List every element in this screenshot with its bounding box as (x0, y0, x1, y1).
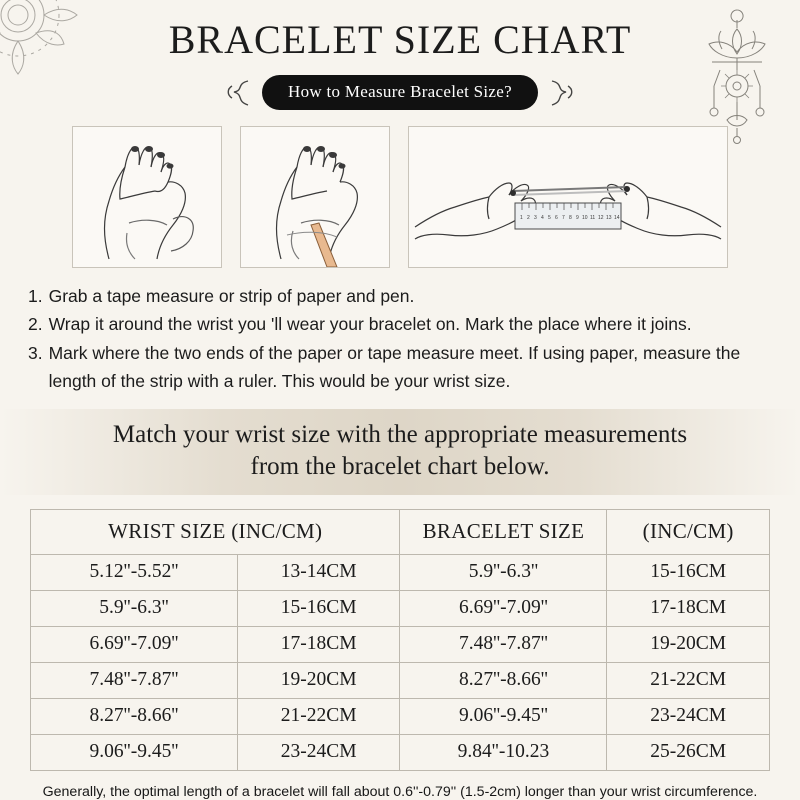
svg-text:14: 14 (614, 215, 620, 221)
cell-wrist-cm: 21-22CM (237, 699, 400, 735)
subtitle-row (0, 75, 800, 110)
cell-wrist-cm: 23-24CM (237, 735, 400, 771)
cell-wrist-cm: 19-20CM (237, 663, 400, 699)
svg-text:13: 13 (606, 215, 612, 221)
cell-bracelet-inch: 9.06''-9.45'' (400, 699, 607, 735)
table-row (31, 591, 770, 627)
cell-bracelet-cm: 15-16CM (607, 555, 770, 591)
cell-bracelet-cm: 21-22CM (607, 663, 770, 699)
cell-wrist-inch: 5.12''-5.52'' (31, 555, 238, 591)
cell-bracelet-inch: 8.27''-8.66'' (400, 663, 607, 699)
cell-wrist-inch: 7.48''-7.87'' (31, 663, 238, 699)
svg-text:2: 2 (527, 215, 530, 221)
column-header-bracelet-size: BRACELET SIZE (400, 510, 607, 555)
page-title: BRACELET SIZE CHART (168, 17, 632, 62)
table-row (31, 627, 770, 663)
list-item (28, 282, 772, 310)
cell-wrist-cm: 17-18CM (237, 627, 400, 663)
paper-strip-icon (510, 186, 630, 196)
step-number: 1. (28, 286, 43, 306)
svg-text:3: 3 (534, 215, 537, 221)
flourish-left-icon (226, 78, 252, 108)
svg-text:12: 12 (598, 215, 604, 221)
svg-text:4: 4 (541, 215, 544, 221)
step-number: 2. (28, 314, 43, 335)
banner-line-2: from the bracelet chart below. (250, 453, 550, 481)
ruler-icon (515, 203, 621, 229)
cell-bracelet-inch: 7.48''-7.87'' (400, 627, 607, 663)
footnote-text: Generally, the optimal length of a bracelet will fall about 0.6''-0.79'' (1.5-2cm) longer than your wrist circumference. (42, 784, 758, 800)
svg-text:1: 1 (520, 215, 523, 221)
cell-bracelet-inch: 6.69''-7.09'' (400, 591, 607, 627)
column-header-bracelet-unit: (INC/CM) (607, 510, 770, 555)
table-row (31, 555, 770, 591)
instruction-image-row (0, 126, 800, 268)
table-row (31, 663, 770, 699)
hand-tape-illustration-icon (73, 127, 221, 267)
step-text: Mark where the two ends of the paper or tape measure meet. If using paper, measure the length of the strip with a ruler. This would be your wrist size. (48, 342, 741, 392)
flourish-right-icon (548, 78, 574, 108)
cell-bracelet-cm: 17-18CM (607, 591, 770, 627)
cell-bracelet-inch: 5.9''-6.3'' (400, 555, 607, 591)
photo-hand-with-paper-strip (240, 126, 390, 268)
column-header-wrist-size: WRIST SIZE (INC/CM) (31, 510, 400, 555)
cell-wrist-inch: 6.69''-7.09'' (31, 627, 238, 663)
measure-steps-list (28, 282, 772, 395)
list-item (28, 339, 772, 396)
svg-text:7: 7 (562, 215, 565, 221)
step-number: 3. (28, 342, 43, 363)
cell-wrist-cm: 15-16CM (237, 591, 400, 627)
svg-text:9: 9 (576, 215, 579, 221)
photo-hands-measuring-with-ruler (408, 126, 728, 268)
step-text: Grab a tape measure or strip of paper and pen. (48, 286, 415, 306)
svg-text:10: 10 (582, 215, 588, 221)
svg-text:11: 11 (590, 215, 596, 221)
list-item (28, 310, 772, 338)
cell-wrist-inch: 8.27''-8.66'' (31, 699, 238, 735)
table-row (31, 735, 770, 771)
size-chart-table (30, 509, 770, 771)
cell-wrist-inch: 5.9''-6.3'' (31, 591, 238, 627)
cell-bracelet-cm: 25-26CM (607, 735, 770, 771)
subtitle-pill: How to Measure Bracelet Size? (262, 75, 538, 110)
cell-wrist-inch: 9.06''-9.45'' (31, 735, 238, 771)
table-header-row (31, 510, 770, 555)
match-size-banner (0, 409, 800, 495)
ruler-measure-illustration-icon (409, 127, 727, 267)
table-row (31, 699, 770, 735)
photo-hand-with-tape-measure (72, 126, 222, 268)
step-text: Wrap it around the wrist you 'll wear your bracelet on. Mark the place where it joins. (48, 314, 692, 335)
cell-bracelet-inch: 9.84''-10.23 (400, 735, 607, 771)
hand-paper-illustration-icon (241, 127, 389, 267)
svg-text:5: 5 (548, 215, 551, 221)
svg-text:6: 6 (555, 215, 558, 221)
banner-line-1: Match your wrist size with the appropriate measurements (112, 421, 688, 449)
svg-text:8: 8 (569, 215, 572, 221)
cell-bracelet-cm: 23-24CM (607, 699, 770, 735)
cell-bracelet-cm: 19-20CM (607, 627, 770, 663)
cell-wrist-cm: 13-14CM (237, 555, 400, 591)
